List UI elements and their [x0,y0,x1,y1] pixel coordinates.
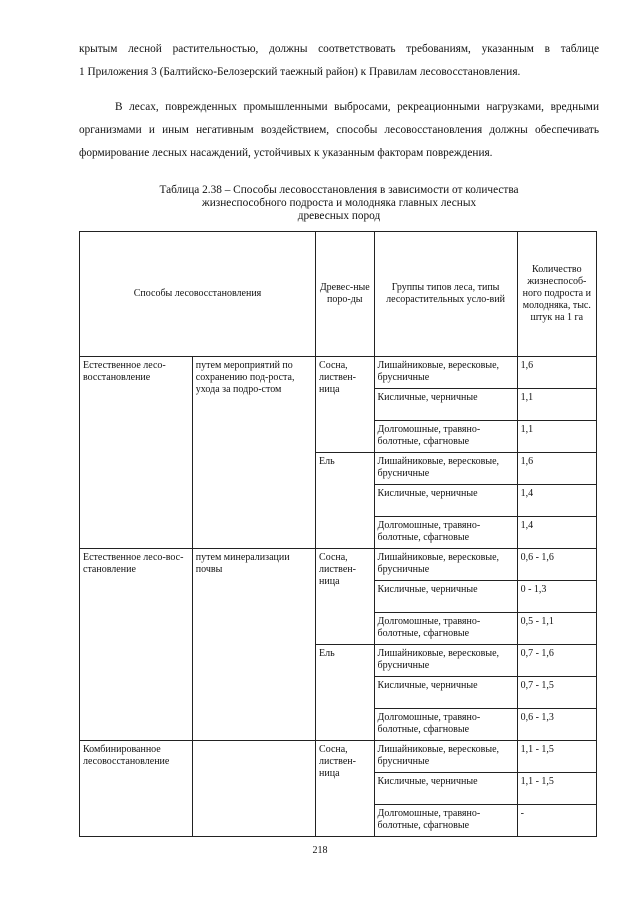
caption-line-3: древесных пород [297,210,381,222]
species-cell: Сосна, листвен-ница [316,741,374,837]
quantity-cell: 1,4 [517,485,596,517]
means-cell [192,741,315,837]
paragraph-line-1: крытым лесной растительностью, должны соответствовать требованиям, указанным в таблице [79,43,599,55]
quantity-cell: 1,1 [517,389,596,421]
forest-type-cell: Кисличные, черничные [374,485,517,517]
forest-type-cell: Лишайниковые, вересковые, брусничные [374,645,517,677]
header-quantity: Количество жизнеспособ-ного подроста и молодняка, тыс. штук на 1 га [517,232,596,357]
reforestation-table [79,231,597,837]
forest-type-cell: Кисличные, черничные [374,773,517,805]
forest-type-cell: Кисличные, черничные [374,581,517,613]
table-row [80,549,597,581]
quantity-cell: 1,1 - 1,5 [517,773,596,805]
forest-type-cell: Лишайниковые, вересковые, брусничные [374,549,517,581]
table-row [80,741,597,773]
header-forest-types: Группы типов леса, типы лесорастительных усло-вий [374,232,517,357]
quantity-cell: 1,1 - 1,5 [517,741,596,773]
species-cell: Сосна, листвен-ница [316,549,374,645]
forest-type-cell: Долгомошные, травяно-болотные, сфагновые [374,421,517,453]
quantity-cell: 1,1 [517,421,596,453]
forest-type-cell: Лишайниковые, вересковые, брусничные [374,453,517,485]
means-cell: путем мероприятий по сохранению под-роста, ухода за подро-стом [192,357,315,549]
caption-line-2: жизнеспособного подроста и молодняка главных лесных [201,197,477,209]
quantity-cell: 0,5 - 1,1 [517,613,596,645]
method-cell: Естественное лесо-восстановление [80,357,193,549]
quantity-cell: 1,6 [517,357,596,389]
paragraph-damaged-forests: В лесах, поврежденных промышленными выбросами, рекреационными нагрузками, вредными организмами и иным негативным воздействием, способы лесовосстановления должны обеспечивать формирование лесных насаждений, устойчивых к указанным факторам повреждения. [79,101,599,159]
forest-type-cell: Долгомошные, травяно-болотные, сфагновые [374,709,517,741]
species-cell: Сосна, листвен-ница [316,357,374,453]
quantity-cell: 1,6 [517,453,596,485]
header-methods: Способы лесовосстановления [80,232,316,357]
page-number: 218 [312,845,328,856]
species-cell: Ель [316,453,374,549]
header-species: Древес-ные поро-ды [316,232,374,357]
paragraph-continuation [79,38,599,84]
forest-type-cell: Кисличные, черничные [374,677,517,709]
forest-type-cell: Долгомошные, травяно-болотные, сфагновые [374,613,517,645]
quantity-cell: - [517,805,596,837]
paragraph-line-2: 1 Приложения 3 (Балтийско-Белозерский таежный район) к Правилам лесовосстановления. [79,66,521,78]
method-cell: Комбинированное лесовосстановление [80,741,193,837]
quantity-cell: 0,7 - 1,6 [517,645,596,677]
table-row [80,357,597,389]
species-cell: Ель [316,645,374,741]
forest-type-cell: Лишайниковые, вересковые, брусничные [374,357,517,389]
forest-type-cell: Кисличные, черничные [374,389,517,421]
table-header-row [80,232,597,357]
method-cell: Естественное лесо-вос-становление [80,549,193,741]
table-caption [79,184,599,223]
forest-type-cell: Долгомошные, травяно-болотные, сфагновые [374,805,517,837]
quantity-cell: 0,6 - 1,3 [517,709,596,741]
quantity-cell: 0,6 - 1,6 [517,549,596,581]
caption-line-1: Таблица 2.38 – Способы лесовосстановления в зависимости от количества [159,184,519,196]
quantity-cell: 0 - 1,3 [517,581,596,613]
means-cell: путем минерализации почвы [192,549,315,741]
forest-type-cell: Лишайниковые, вересковые, брусничные [374,741,517,773]
quantity-cell: 1,4 [517,517,596,549]
quantity-cell: 0,7 - 1,5 [517,677,596,709]
forest-type-cell: Долгомошные, травяно-болотные, сфагновые [374,517,517,549]
